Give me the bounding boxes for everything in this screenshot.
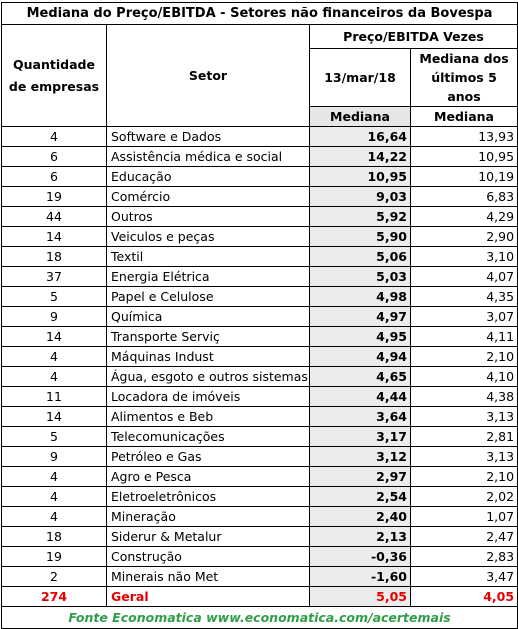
current-median-cell: 5,90	[310, 227, 411, 247]
table-row	[2, 247, 518, 267]
total-qty-cell: 274	[2, 587, 107, 607]
qty-cell: 19	[2, 187, 107, 207]
qty-cell: 4	[2, 507, 107, 527]
current-median-cell: 16,64	[310, 127, 411, 147]
setor-cell: Siderur & Metalur	[107, 527, 310, 547]
five-year-median-cell: 1,07	[411, 507, 518, 527]
source-footer: Fonte Economatica www.economatica.com/acertemais	[2, 607, 518, 629]
table-row	[2, 287, 518, 307]
table-row	[2, 487, 518, 507]
current-median-cell: 14,22	[310, 147, 411, 167]
five-year-median-cell: 6,83	[411, 187, 518, 207]
setor-cell: Química	[107, 307, 310, 327]
qty-cell: 4	[2, 367, 107, 387]
table-row	[2, 507, 518, 527]
setor-cell: Minerais não Met	[107, 567, 310, 587]
qty-cell: 9	[2, 307, 107, 327]
total-row	[2, 587, 518, 607]
setor-cell: Água, esgoto e outros sistemas	[107, 367, 310, 387]
five-year-median-cell: 2,10	[411, 467, 518, 487]
five-year-median-cell: 10,19	[411, 167, 518, 187]
qty-cell: 6	[2, 147, 107, 167]
qty-cell: 44	[2, 207, 107, 227]
table-row	[2, 427, 518, 447]
five-year-median-cell: 3,13	[411, 407, 518, 427]
five-year-median-cell: 4,38	[411, 387, 518, 407]
qty-cell: 4	[2, 487, 107, 507]
table-row	[2, 347, 518, 367]
five-year-median-cell: 3,07	[411, 307, 518, 327]
five-year-median-cell: 10,95	[411, 147, 518, 167]
table-row	[2, 567, 518, 587]
header-five-years: Mediana dos últimos 5 anos	[411, 49, 518, 107]
five-year-median-cell: 3,47	[411, 567, 518, 587]
table-row	[2, 407, 518, 427]
qty-cell: 14	[2, 227, 107, 247]
total-setor-cell: Geral	[107, 587, 310, 607]
qty-cell: 5	[2, 427, 107, 447]
table-row	[2, 447, 518, 467]
header-setor: Setor	[107, 25, 310, 127]
current-median-cell: 9,03	[310, 187, 411, 207]
qty-cell: 14	[2, 407, 107, 427]
five-year-median-cell: 3,13	[411, 447, 518, 467]
setor-cell: Locadora de imóveis	[107, 387, 310, 407]
header-preco-ebitda: Preço/EBITDA Vezes	[310, 25, 518, 49]
qty-cell: 19	[2, 547, 107, 567]
setor-cell: Construção	[107, 547, 310, 567]
five-year-median-cell: 3,10	[411, 247, 518, 267]
current-median-cell: 4,65	[310, 367, 411, 387]
table-row	[2, 227, 518, 247]
table-row	[2, 327, 518, 347]
header-date: 13/mar/18	[310, 49, 411, 107]
table-row	[2, 147, 518, 167]
current-median-cell: 2,13	[310, 527, 411, 547]
setor-cell: Eletroeletrônicos	[107, 487, 310, 507]
qty-cell: 37	[2, 267, 107, 287]
five-year-median-cell: 4,35	[411, 287, 518, 307]
five-year-median-cell: 13,93	[411, 127, 518, 147]
setor-cell: Software e Dados	[107, 127, 310, 147]
current-median-cell: 4,95	[310, 327, 411, 347]
setor-cell: Outros	[107, 207, 310, 227]
setor-cell: Transporte Serviç	[107, 327, 310, 347]
five-year-median-cell: 2,47	[411, 527, 518, 547]
current-median-cell: 4,94	[310, 347, 411, 367]
current-median-cell: 2,40	[310, 507, 411, 527]
qty-cell: 18	[2, 527, 107, 547]
qty-cell: 9	[2, 447, 107, 467]
footer-row	[2, 607, 518, 629]
table-row	[2, 367, 518, 387]
five-year-median-cell: 4,07	[411, 267, 518, 287]
qty-cell: 18	[2, 247, 107, 267]
table-row	[2, 547, 518, 567]
qty-cell: 14	[2, 327, 107, 347]
table-row	[2, 267, 518, 287]
setor-cell: Telecomunicações	[107, 427, 310, 447]
header-row-1	[2, 25, 518, 49]
setor-cell: Textil	[107, 247, 310, 267]
qty-cell: 4	[2, 347, 107, 367]
qty-cell: 6	[2, 167, 107, 187]
current-median-cell: 4,44	[310, 387, 411, 407]
setor-cell: Veiculos e peças	[107, 227, 310, 247]
total-current-cell: 5,05	[310, 587, 411, 607]
table-row	[2, 187, 518, 207]
table-row	[2, 467, 518, 487]
setor-cell: Máquinas Indust	[107, 347, 310, 367]
setor-cell: Assistência médica e social	[107, 147, 310, 167]
table-row	[2, 387, 518, 407]
five-year-median-cell: 2,10	[411, 347, 518, 367]
five-year-median-cell: 4,10	[411, 367, 518, 387]
current-median-cell: 4,98	[310, 287, 411, 307]
table-row	[2, 127, 518, 147]
current-median-cell: 3,12	[310, 447, 411, 467]
five-year-median-cell: 4,11	[411, 327, 518, 347]
five-year-median-cell: 2,02	[411, 487, 518, 507]
table-row	[2, 167, 518, 187]
qty-cell: 11	[2, 387, 107, 407]
setor-cell: Petróleo e Gas	[107, 447, 310, 467]
current-median-cell: 3,64	[310, 407, 411, 427]
setor-cell: Alimentos e Beb	[107, 407, 310, 427]
five-year-median-cell: 2,83	[411, 547, 518, 567]
table-title: Mediana do Preço/EBITDA - Setores não financeiros da Bovespa	[2, 3, 518, 25]
table-row	[2, 207, 518, 227]
setor-cell: Energia Elétrica	[107, 267, 310, 287]
qty-cell: 4	[2, 467, 107, 487]
current-median-cell: 4,97	[310, 307, 411, 327]
setor-cell: Educação	[107, 167, 310, 187]
current-median-cell: 2,54	[310, 487, 411, 507]
qty-cell: 5	[2, 287, 107, 307]
five-year-median-cell: 2,81	[411, 427, 518, 447]
setor-cell: Mineração	[107, 507, 310, 527]
current-median-cell: 5,92	[310, 207, 411, 227]
current-median-cell: 3,17	[310, 427, 411, 447]
total-hist-cell: 4,05	[411, 587, 518, 607]
header-mediana-current: Mediana	[310, 107, 411, 127]
table-row	[2, 527, 518, 547]
five-year-median-cell: 4,29	[411, 207, 518, 227]
ebitda-table	[1, 2, 518, 629]
header-mediana-5y: Mediana	[411, 107, 518, 127]
current-median-cell: 5,06	[310, 247, 411, 267]
setor-cell: Papel e Celulose	[107, 287, 310, 307]
current-median-cell: 2,97	[310, 467, 411, 487]
current-median-cell: -1,60	[310, 567, 411, 587]
title-row	[2, 3, 518, 25]
current-median-cell: 5,03	[310, 267, 411, 287]
table-row	[2, 307, 518, 327]
five-year-median-cell: 2,90	[411, 227, 518, 247]
current-median-cell: 10,95	[310, 167, 411, 187]
qty-cell: 2	[2, 567, 107, 587]
header-quantidade: Quantidade de empresas	[2, 25, 107, 127]
setor-cell: Comércio	[107, 187, 310, 207]
current-median-cell: -0,36	[310, 547, 411, 567]
qty-cell: 4	[2, 127, 107, 147]
setor-cell: Agro e Pesca	[107, 467, 310, 487]
